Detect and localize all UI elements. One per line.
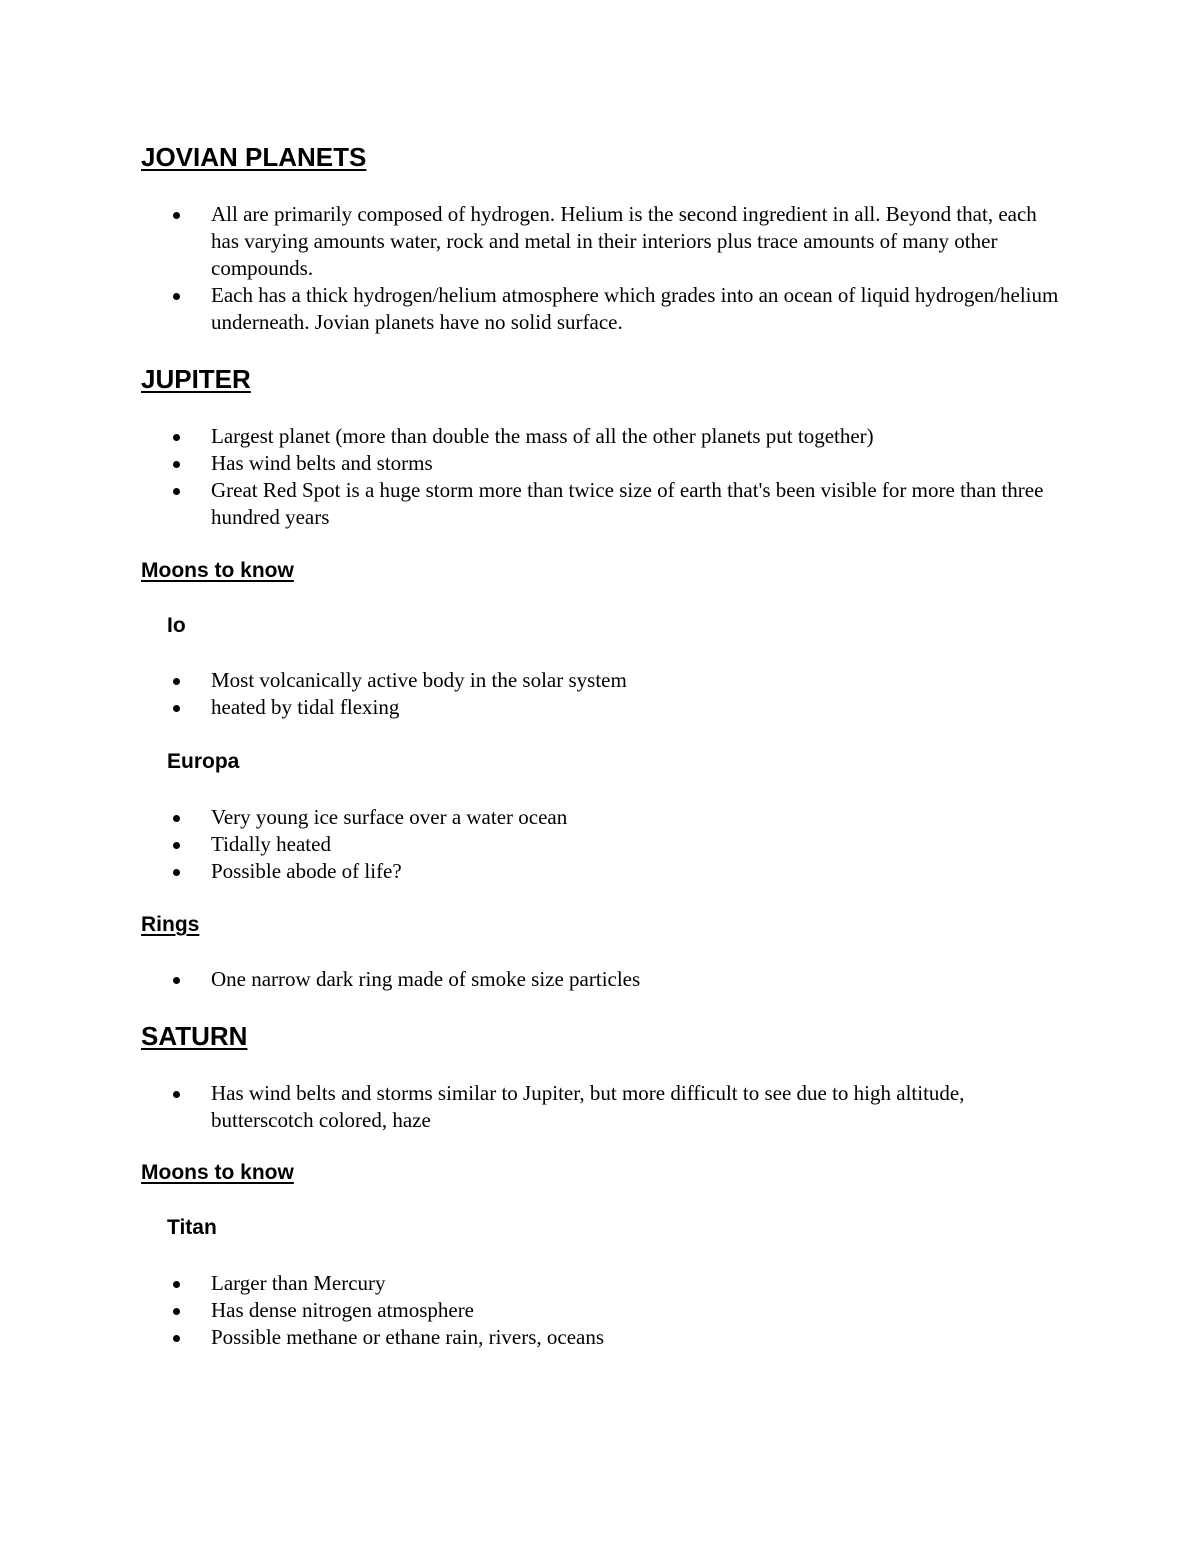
list-item-text: Has wind belts and storms similar to Jupiter, but more difficult to see due to high altitude, butterscotch colored, haze xyxy=(211,1081,965,1132)
jovian-bullet-list xyxy=(0,201,1200,336)
bullet-icon xyxy=(173,461,180,468)
list-item-text: One narrow dark ring made of smoke size particles xyxy=(211,967,641,991)
list-item xyxy=(0,858,1200,885)
list-item-text: Great Red Spot is a huge storm more than twice size of earth that's been visible for more than three hundred years xyxy=(211,478,1044,529)
list-item-text: Has wind belts and storms xyxy=(211,451,433,475)
bullet-icon xyxy=(173,977,180,984)
heading-saturn-moons: Moons to know xyxy=(141,1161,294,1184)
list-item xyxy=(0,282,1200,336)
bullet-icon xyxy=(173,212,180,219)
list-item xyxy=(0,694,1200,721)
heading-io: Io xyxy=(167,614,186,637)
bullet-icon xyxy=(173,1091,180,1098)
bullet-icon xyxy=(173,842,180,849)
heading-rings: Rings xyxy=(141,913,200,936)
heading-jupiter-moons: Moons to know xyxy=(141,559,294,582)
rings-bullet-list xyxy=(0,966,1200,993)
list-item xyxy=(0,1270,1200,1297)
bullet-icon xyxy=(173,869,180,876)
heading-titan: Titan xyxy=(167,1216,217,1239)
list-item-text: heated by tidal flexing xyxy=(211,695,400,719)
list-item-text: Very young ice surface over a water ocean xyxy=(211,805,568,829)
list-item-text: All are primarily composed of hydrogen. Helium is the second ingredient in all. Beyond that, each has varying amounts water, rock and metal in their interiors plus trace amounts of many other compounds. xyxy=(211,202,1037,280)
list-item-text: Each has a thick hydrogen/helium atmosphere which grades into an ocean of liquid hydrogen/helium underneath. Jovian planets have no solid surface. xyxy=(211,283,1059,334)
bullet-icon xyxy=(173,1308,180,1315)
list-item xyxy=(0,804,1200,831)
list-item-text: Possible methane or ethane rain, rivers, oceans xyxy=(211,1325,605,1349)
list-item xyxy=(0,1080,1200,1134)
bullet-icon xyxy=(173,434,180,441)
bullet-icon xyxy=(173,678,180,685)
bullet-icon xyxy=(173,815,180,822)
heading-saturn: SATURN xyxy=(141,1021,248,1051)
list-item xyxy=(0,423,1200,450)
list-item-text: Possible abode of life? xyxy=(211,859,402,883)
list-item xyxy=(0,450,1200,477)
list-item xyxy=(0,477,1200,531)
io-bullet-list xyxy=(0,667,1200,721)
list-item-text: Largest planet (more than double the mass of all the other planets put together) xyxy=(211,424,874,448)
titan-bullet-list xyxy=(0,1270,1200,1351)
list-item xyxy=(0,831,1200,858)
list-item-text: Most volcanically active body in the solar system xyxy=(211,668,627,692)
list-item xyxy=(0,1297,1200,1324)
bullet-icon xyxy=(173,705,180,712)
list-item-text: Has dense nitrogen atmosphere xyxy=(211,1298,475,1322)
list-item xyxy=(0,201,1200,282)
heading-jovian-planets: JOVIAN PLANETS xyxy=(141,142,367,172)
list-item-text: Tidally heated xyxy=(211,832,331,856)
bullet-icon xyxy=(173,293,180,300)
list-item-text: Larger than Mercury xyxy=(211,1271,386,1295)
saturn-bullet-list xyxy=(0,1080,1200,1134)
list-item xyxy=(0,1324,1200,1351)
bullet-icon xyxy=(173,1335,180,1342)
bullet-icon xyxy=(173,488,180,495)
bullet-icon xyxy=(173,1281,180,1288)
list-item xyxy=(0,667,1200,694)
list-item xyxy=(0,966,1200,993)
europa-bullet-list xyxy=(0,804,1200,885)
jupiter-bullet-list xyxy=(0,423,1200,531)
heading-europa: Europa xyxy=(167,750,240,773)
heading-jupiter: JUPITER xyxy=(141,364,251,394)
